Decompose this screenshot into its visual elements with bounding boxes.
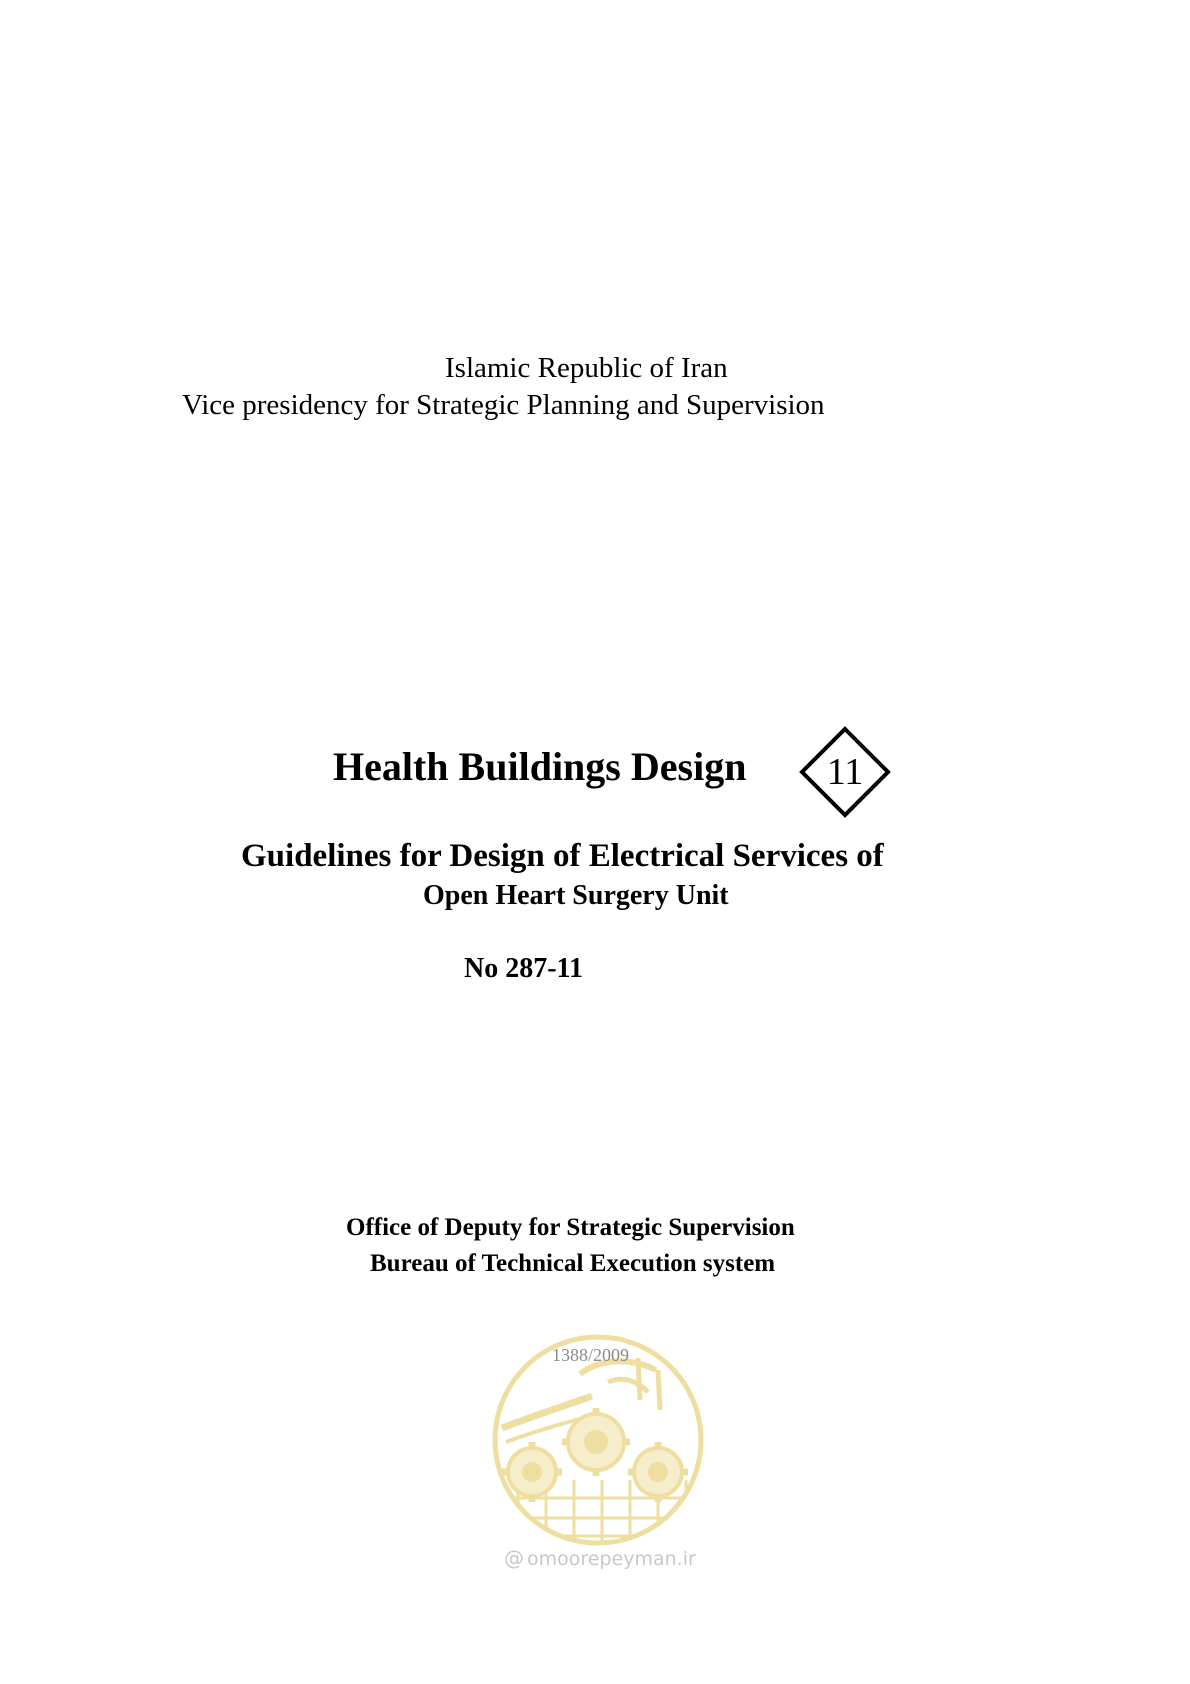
series-title: Health Buildings Design [333,744,747,789]
subtitle-line-2: Open Heart Surgery Unit [423,880,729,911]
volume-number: 11 [826,751,864,793]
watermark [504,1548,696,1569]
subtitle-line-1: Guidelines for Design of Electrical Services of [241,838,884,874]
document-number: No 287-11 [464,953,583,984]
issuer-office: Office of Deputy for Strategic Supervision [346,1214,795,1241]
country-line: Islamic Republic of Iran [445,352,728,384]
watermark-site-text: omoorepeyman.ir [527,1548,696,1570]
organization-logo [488,1330,708,1560]
at-sign-icon: @ [504,1546,524,1570]
logo-year: 1388/2009 [552,1345,630,1365]
issuer-bureau: Bureau of Technical Execution system [370,1250,776,1277]
volume-badge [799,726,891,818]
ministry-line: Vice presidency for Strategic Planning and Supervision [182,389,825,421]
